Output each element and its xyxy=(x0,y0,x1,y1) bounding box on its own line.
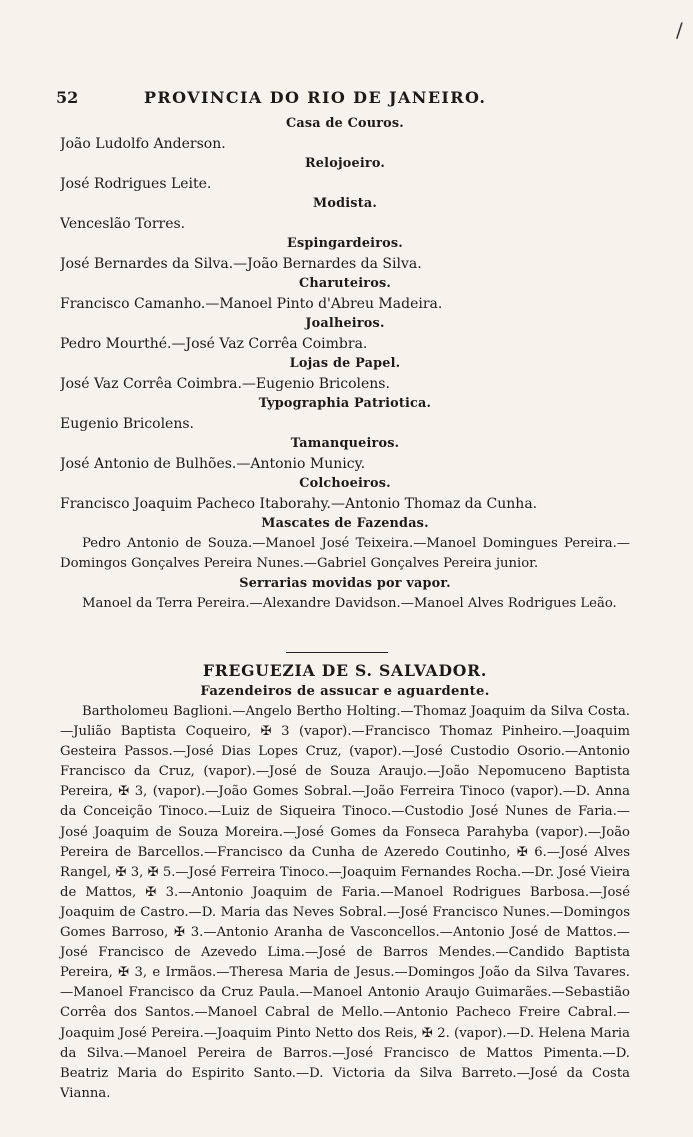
section-entry: José Vaz Corrêa Coimbra.—Eugenio Bricolens. xyxy=(60,376,390,392)
page-number: 52 xyxy=(56,88,79,107)
section-entry: José Rodrigues Leite. xyxy=(60,176,212,192)
section-entry: João Ludolfo Anderson. xyxy=(60,136,226,152)
section-heading: Typographia Patriotica. xyxy=(258,396,432,411)
section-entry: Venceslão Torres. xyxy=(60,216,186,232)
section-heading: Espingardeiros. xyxy=(287,236,403,251)
freguezia-title: FREGUEZIA DE S. SALVADOR. xyxy=(202,661,488,680)
section-heading: Joalheiros. xyxy=(305,316,385,331)
section-entry: José Antonio de Bulhões.—Antonio Municy. xyxy=(60,456,366,472)
page-header xyxy=(56,88,634,114)
section-entry: Francisco Joaquim Pacheco Itaborahy.—Antonio Thomaz da Cunha. xyxy=(60,496,538,512)
freguezia-subtitle: Fazendeiros de assucar e aguardente. xyxy=(200,684,490,699)
section-heading: Tamanqueiros. xyxy=(290,436,400,451)
section-heading: Casa de Couros. xyxy=(286,116,404,131)
section-entry: Francisco Camanho.—Manoel Pinto d'Abreu Madeira. xyxy=(60,296,443,312)
freguezia-text: Bartholomeu Baglioni.—Angelo Bertho Holting.—Thomaz Joaquim da Silva Costa.—Julião Baptista Coqueiro, ✠ 3 (vapor).—Francisco Thomaz Pinheiro.—Joaquim Gesteira Passos.—José Dias Lopes Cruz, (vapor).—José Custodio Osorio.—Antonio Francisco da Cruz, (vapor).—José de Souza Araujo.—João Nepomuceno Baptista Pereira, ✠ 3, (vapor).—João Gomes Sobral.—João Ferreira Tinoco (vapor).—D. Anna da Conceição Tinoco.—Luiz de Siqueira Tinoco.—Custodio José Nunes de Faria.—José Joaquim de Souza Moreira.—José Gomes da Fonseca Parahyba (vapor).—João Pereira de Barcellos.—Francisco da Cunha de Azeredo Coutinho, ✠ 6.—José Alves Rangel, ✠ 3, ✠ 5.—José Ferreira Tinoco.—Joaquim Fernandes Rocha.—Dr. José Vieira de Mattos, ✠ 3.—Antonio Joaquim de Faria.—Manoel Rodrigues Barbosa.—José Joaquim de Castro.—D. Maria das Neves Sobral.—José Francisco Nunes.—Domingos Gomes Barroso, ✠ 3.—Antonio Aranha de Vasconcellos.—Antonio José de Mattos.—José Francisco de Azevedo Lima.—José de Barros Mendes.—Candido Baptista Pereira, ✠ 3, e Irmãos.—Theresa Maria de Jesus.—Domingos João da Silva Tavares.—Manoel Francisco da Cruz Paula.—Manoel Antonio Araujo Guimarães.—Sebastião Corrêa dos Santos.—Manoel Cabral de Mello.—Antonio Pacheco Freire Cabral.—Joaquim José Pereira.—Joaquim Pinto Netto dos Reis, ✠ 2. (vapor).—D. Helena Maria da Silva.—Manoel Pereira de Barros.—José Francisco de Mattos Pimenta.—D. Beatriz Maria do Espirito Santo.—D. Victoria da Silva Barreto.—José da Costa Vianna. xyxy=(60,704,630,1101)
section-heading: Serrarias movidas por vapor. xyxy=(239,576,451,591)
section-entry: Pedro Mourthé.—José Vaz Corrêa Coimbra. xyxy=(60,336,368,352)
section-heading: Charuteiros. xyxy=(298,276,392,291)
section-divider xyxy=(286,652,388,653)
section-heading: Mascates de Fazendas. xyxy=(261,516,429,531)
freguezia-section xyxy=(60,660,630,1104)
section-entry: Manoel da Terra Pereira.—Alexandre Davidson.—Manoel Alves Rodrigues Leão. xyxy=(82,596,617,611)
page-title: PROVINCIA DO RIO DE JANEIRO. xyxy=(144,88,487,107)
margin-mark: / xyxy=(676,18,683,42)
section-heading: Relojoeiro. xyxy=(304,156,386,171)
section-entry: José Bernardes da Silva.—João Bernardes da Silva. xyxy=(60,256,422,272)
section-heading: Colchoeiros. xyxy=(299,476,391,491)
section-heading: Lojas de Papel. xyxy=(289,356,401,371)
section-entry: Eugenio Bricolens. xyxy=(60,416,194,432)
trade-listings xyxy=(60,114,630,614)
section-entry: Pedro Antonio de Souza.—Manoel José Teixeira.—Manoel Domingues Pereira.—Domingos Gonçalves Pereira Nunes.—Gabriel Gonçalves Pereira junior. xyxy=(60,536,630,571)
section-heading: Modista. xyxy=(313,196,377,211)
